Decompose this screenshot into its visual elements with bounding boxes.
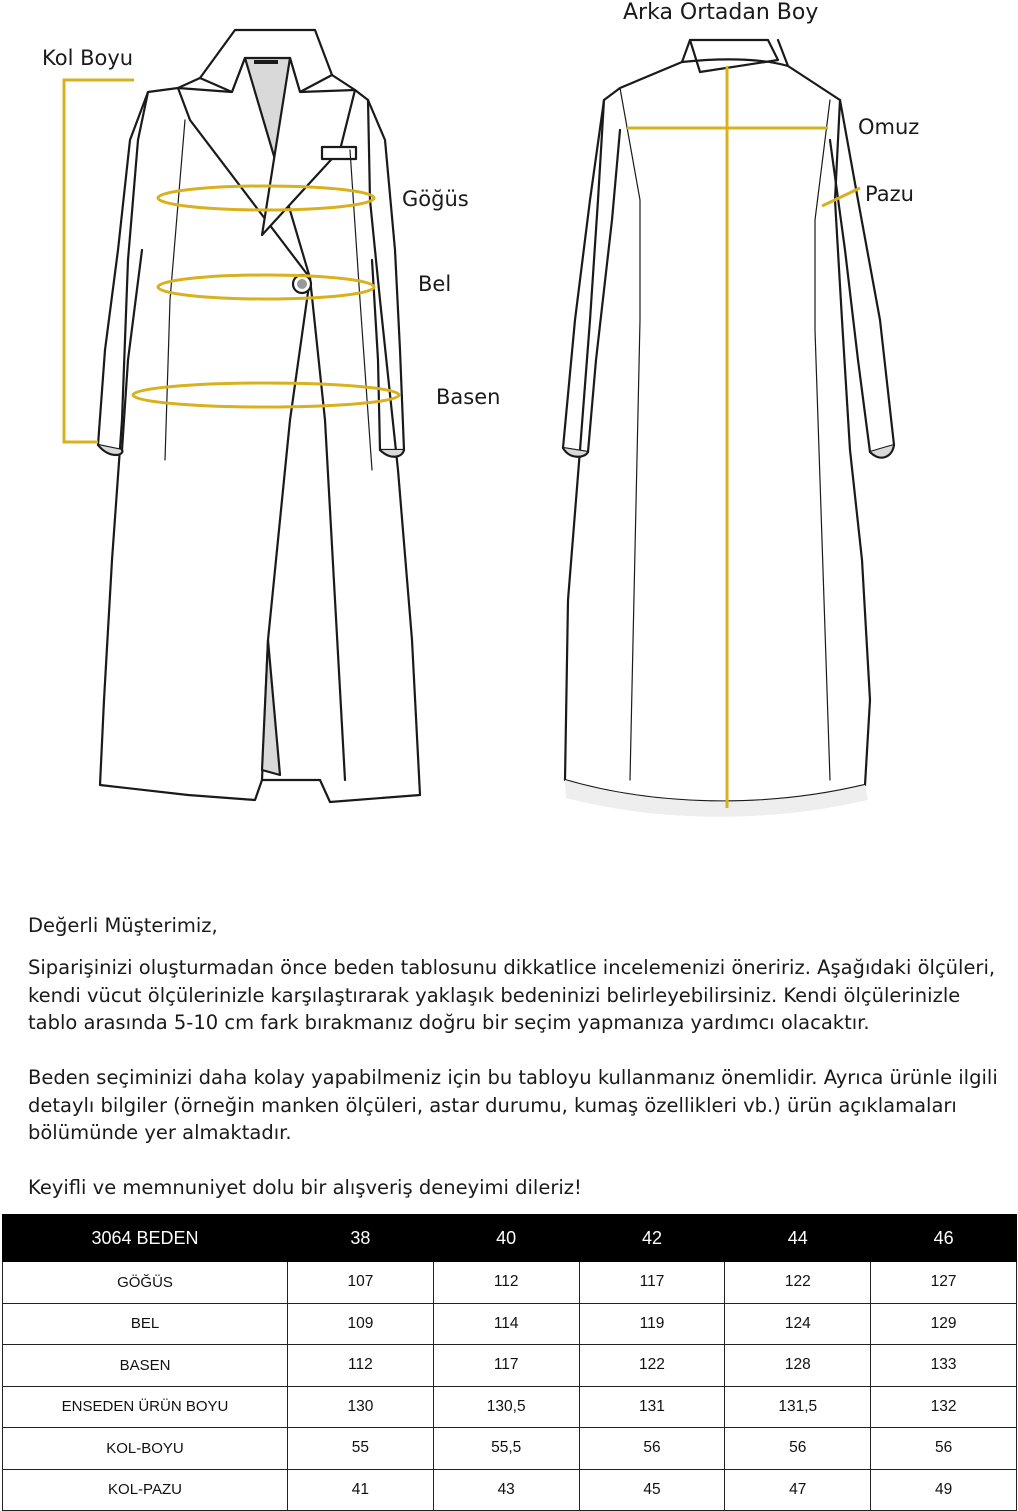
chest-label: Göğüs [402,187,469,211]
header-cell: 3064 BEDEN [3,1215,288,1262]
message-paragraph-1: Siparişinizi oluşturmadan önce beden tablosunu dikkatlice incelemenizi öneririz. Aşağıdaki ölçüleri, kendi vücut ölçülerinizle karşılaştırarak yaklaşık bedeninizi belirleyebilirsiniz. Kendi ölçülerinizle tablo arasında 5-10 cm fark bırakmanız doğru bir seçim yapmanıza yardımcı olacaktır. [28,956,996,1034]
table-cell: 56 [725,1428,871,1470]
table-cell: 128 [725,1345,871,1387]
table-cell: 55 [288,1428,434,1470]
table-cell: 127 [871,1262,1017,1304]
row-label: GÖĞÜS [3,1262,288,1304]
row-label: KOL-PAZU [3,1469,288,1511]
table-cell: 129 [871,1303,1017,1345]
table-cell: 47 [725,1469,871,1511]
row-label: BASEN [3,1345,288,1387]
table-cell: 56 [871,1428,1017,1470]
bicep-line [822,188,860,206]
shoulder-label: Omuz [858,115,920,139]
greeting-text: Değerli Müşterimiz, [28,914,218,937]
table-cell: 133 [871,1345,1017,1387]
table-cell: 43 [433,1469,579,1511]
hip-label: Basen [436,385,501,409]
table-row [3,1262,1017,1304]
table-cell: 131,5 [725,1386,871,1428]
header-cell: 44 [725,1215,871,1262]
table-cell: 49 [871,1469,1017,1511]
table-header-row [3,1215,1017,1262]
header-cell: 38 [288,1215,434,1262]
table-cell: 56 [579,1428,725,1470]
table-cell: 117 [433,1345,579,1387]
row-label: ENSEDEN ÜRÜN BOYU [3,1386,288,1428]
table-cell: 114 [433,1303,579,1345]
table-cell: 109 [288,1303,434,1345]
table-cell: 41 [288,1469,434,1511]
table-cell: 117 [579,1262,725,1304]
table-cell: 124 [725,1303,871,1345]
table-cell: 112 [288,1345,434,1387]
row-label: KOL-BOYU [3,1428,288,1470]
table-cell: 119 [579,1303,725,1345]
header-cell: 40 [433,1215,579,1262]
closing-text: Keyifli ve memnuniyet dolu bir alışveriş deneyimi dileriz! [28,1176,582,1199]
front-coat-drawing [98,30,420,802]
table-row [3,1303,1017,1345]
table-cell: 130 [288,1386,434,1428]
table-cell: 122 [579,1345,725,1387]
measurement-lines [64,66,860,808]
table-cell: 130,5 [433,1386,579,1428]
table-cell: 131 [579,1386,725,1428]
hip-line [133,383,399,407]
table-cell: 45 [579,1469,725,1511]
message-paragraph-2: Beden seçiminizi daha kolay yapabilmeniz için bu tabloyu kullanmanız önemlidir. Ayrıca ürünle ilgili detaylı bilgiler (örneğin manken ölçüleri, astar durumu, kumaş özellikleri vb.) ürün açıklamaları bölümünde yer almaktadır. [28,1066,998,1144]
header-cell: 46 [871,1215,1017,1262]
size-chart-table [2,1214,1017,1511]
table-row [3,1345,1017,1387]
row-label: BEL [3,1303,288,1345]
header-cell: 42 [579,1215,725,1262]
table-row [3,1428,1017,1470]
waist-line [158,275,374,299]
waist-label: Bel [418,272,452,296]
table-cell: 132 [871,1386,1017,1428]
table-cell: 55,5 [433,1428,579,1470]
table-cell: 122 [725,1262,871,1304]
bicep-label: Pazu [865,182,914,206]
back-length-label: Arka Ortadan Boy [623,0,819,25]
table-row [3,1386,1017,1428]
sleeve-length-label: Kol Boyu [42,46,134,70]
table-row [3,1469,1017,1511]
table-cell: 112 [433,1262,579,1304]
table-cell: 107 [288,1262,434,1304]
